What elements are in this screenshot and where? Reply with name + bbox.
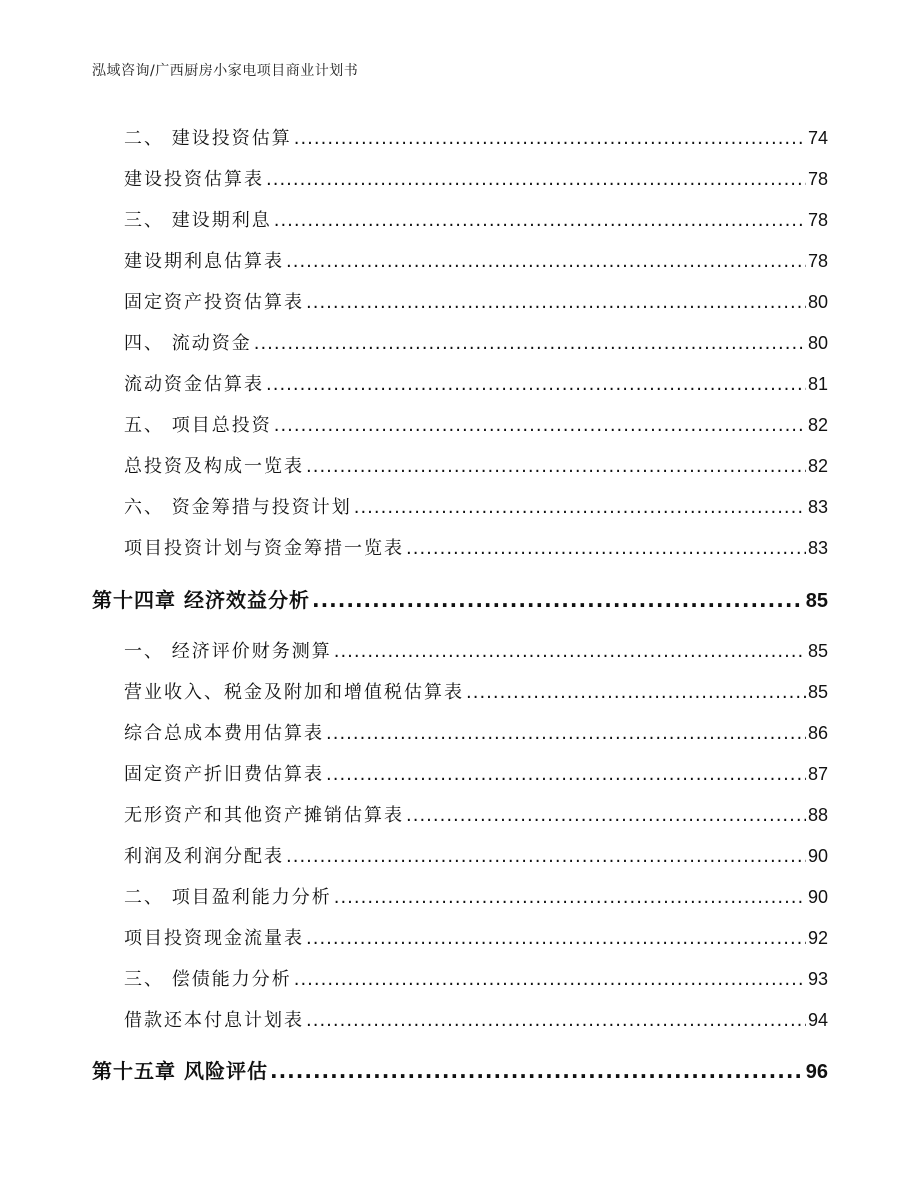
toc-entry-page: 87 bbox=[807, 764, 828, 784]
toc-leader-dots bbox=[306, 928, 806, 949]
toc-leader-dots bbox=[294, 969, 806, 990]
toc-leader-dots bbox=[354, 497, 806, 518]
toc-leader-dots bbox=[312, 588, 804, 612]
toc-chapter-page: 96 bbox=[805, 1061, 828, 1083]
toc-leader-dots bbox=[326, 764, 806, 785]
toc-entry-page: 92 bbox=[807, 928, 828, 948]
toc-chapter-page: 85 bbox=[805, 590, 828, 612]
toc-entry-page: 82 bbox=[807, 415, 828, 435]
toc-entry-page: 86 bbox=[807, 723, 828, 743]
toc-leader-dots bbox=[254, 333, 806, 354]
toc-leader-dots bbox=[334, 887, 806, 908]
toc-entry-page: 83 bbox=[807, 497, 828, 517]
toc-leader-dots bbox=[306, 1010, 806, 1031]
toc-entry[interactable] bbox=[0, 924, 920, 950]
toc-chapter-entry[interactable] bbox=[0, 1055, 920, 1084]
toc-leader-dots bbox=[406, 538, 806, 559]
toc-leader-dots bbox=[286, 846, 806, 867]
toc-entry[interactable] bbox=[0, 206, 920, 232]
toc-leader-dots bbox=[306, 292, 806, 313]
toc-leader-dots bbox=[306, 456, 806, 477]
toc-entry-label: 无形资产和其他资产摊销估算表 bbox=[124, 805, 404, 826]
toc-entry-page: 80 bbox=[807, 333, 828, 353]
toc-entry-page: 78 bbox=[807, 169, 828, 189]
toc-entry[interactable] bbox=[0, 493, 920, 519]
toc-entry[interactable] bbox=[0, 801, 920, 827]
toc-leader-dots bbox=[294, 128, 806, 149]
toc-entry[interactable] bbox=[0, 719, 920, 745]
toc-entry-label: 利润及利润分配表 bbox=[124, 846, 284, 867]
toc-entry[interactable] bbox=[0, 883, 920, 909]
toc-entry-label: 营业收入、税金及附加和增值税估算表 bbox=[124, 682, 464, 703]
toc-entry-page: 94 bbox=[807, 1010, 828, 1030]
toc-entry-page: 88 bbox=[807, 805, 828, 825]
toc-entry-label: 二、 建设投资估算 bbox=[124, 128, 292, 149]
toc-entry-label: 流动资金估算表 bbox=[124, 374, 264, 395]
toc-entry-label: 项目投资计划与资金筹措一览表 bbox=[124, 538, 404, 559]
toc-entry[interactable] bbox=[0, 124, 920, 150]
toc-entry[interactable] bbox=[0, 534, 920, 560]
toc-entry-label: 三、 建设期利息 bbox=[124, 210, 272, 231]
toc-entry[interactable] bbox=[0, 452, 920, 478]
toc-entry[interactable] bbox=[0, 247, 920, 273]
toc-entry[interactable] bbox=[0, 370, 920, 396]
toc-entry[interactable] bbox=[0, 329, 920, 355]
toc-leader-dots bbox=[274, 415, 806, 436]
toc-entry-label: 四、 流动资金 bbox=[124, 333, 252, 354]
toc-entry-page: 90 bbox=[807, 887, 828, 907]
toc-chapter-entry[interactable] bbox=[0, 584, 920, 613]
toc-chapter-label: 第十五章 风险评估 bbox=[92, 1059, 268, 1083]
toc-leader-dots bbox=[334, 641, 806, 662]
toc-entry-label: 固定资产折旧费估算表 bbox=[124, 764, 324, 785]
toc-entry[interactable] bbox=[0, 288, 920, 314]
toc-entry-label: 建设投资估算表 bbox=[124, 169, 264, 190]
toc-entry-label: 固定资产投资估算表 bbox=[124, 292, 304, 313]
toc-leader-dots bbox=[406, 805, 806, 826]
toc-chapter-label: 第十四章 经济效益分析 bbox=[92, 588, 310, 612]
toc-entry-page: 82 bbox=[807, 456, 828, 476]
toc-leader-dots bbox=[274, 210, 806, 231]
toc-entry-page: 85 bbox=[807, 641, 828, 661]
toc-entry-label: 建设期利息估算表 bbox=[124, 251, 284, 272]
toc-leader-dots bbox=[466, 682, 806, 703]
toc-entry-page: 83 bbox=[807, 538, 828, 558]
toc-entry-label: 一、 经济评价财务测算 bbox=[124, 641, 332, 662]
toc-entry-label: 综合总成本费用估算表 bbox=[124, 723, 324, 744]
toc-entry-label: 项目投资现金流量表 bbox=[124, 928, 304, 949]
toc-entry-page: 80 bbox=[807, 292, 828, 312]
toc-leader-dots bbox=[286, 251, 806, 272]
running-header: 泓域咨询/广西厨房小家电项目商业计划书 bbox=[92, 63, 359, 79]
toc-entry-page: 74 bbox=[807, 128, 828, 148]
toc-entry-label: 二、 项目盈利能力分析 bbox=[124, 887, 332, 908]
toc-leader-dots bbox=[266, 169, 806, 190]
toc-entry-page: 78 bbox=[807, 210, 828, 230]
toc-entry-page: 85 bbox=[807, 682, 828, 702]
toc-leader-dots bbox=[270, 1059, 804, 1083]
toc-leader-dots bbox=[266, 374, 806, 395]
toc-entry-page: 90 bbox=[807, 846, 828, 866]
toc-entry[interactable] bbox=[0, 965, 920, 991]
toc-leader-dots bbox=[326, 723, 806, 744]
toc-entry-label: 三、 偿债能力分析 bbox=[124, 969, 292, 990]
toc-entry[interactable] bbox=[0, 842, 920, 868]
toc-entry[interactable] bbox=[0, 411, 920, 437]
toc-entry-page: 81 bbox=[807, 374, 828, 394]
toc-entry-page: 78 bbox=[807, 251, 828, 271]
toc-entry-label: 六、 资金筹措与投资计划 bbox=[124, 497, 352, 518]
toc-entry[interactable] bbox=[0, 1006, 920, 1032]
toc-entry[interactable] bbox=[0, 165, 920, 191]
toc-entry[interactable] bbox=[0, 637, 920, 663]
toc-entry[interactable] bbox=[0, 760, 920, 786]
toc-entry-page: 93 bbox=[807, 969, 828, 989]
toc-entry-label: 总投资及构成一览表 bbox=[124, 456, 304, 477]
toc-entry[interactable] bbox=[0, 678, 920, 704]
toc-entry-label: 借款还本付息计划表 bbox=[124, 1010, 304, 1031]
toc-entry-label: 五、 项目总投资 bbox=[124, 415, 272, 436]
